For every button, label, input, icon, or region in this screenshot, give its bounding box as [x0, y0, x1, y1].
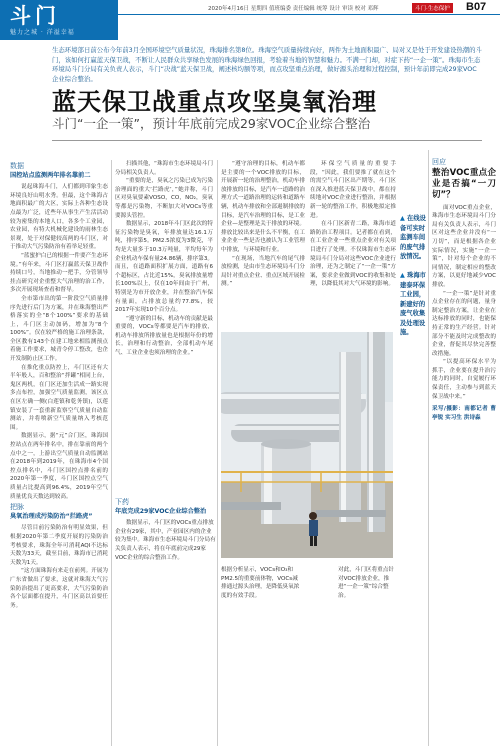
paragraph: 环保空气质量的重要手段，“因此，我们要推了就在这个的需空气斗门区出产期等，斗门区在深入推进蓝天保卫战中，都在持续地对VOC企业进行整治，并根据新一轮的整治工作，积极地拟定推进。: [310, 161, 396, 219]
section-label: 下药: [115, 498, 129, 506]
paragraph: 数据显示，2018年斗门区此次的特征污染物是臭氧，年排放量达16.1万吨，排序第5。PM2.5浓度为3微克，平均是大量多于10.3万吨量，平均每年为企业机动车保有量24.86辆，排序第3。而且，在道路面积扩展方面，道路有6个超标区，占比近15%，臭氧排放量增长100%以上，仅在10年间由于广州，特别是为市开放企业，并在整治汽车保有量面，占排放总量约77.8%，较2017年实现10个百分点。: [115, 221, 213, 314]
paragraph: 面对VOC重点企业，珠海市生态环境局斗门分局有关负责人表示，斗门区对这些企业并没有“一刀切”，而是根据各企业实际情况，实施“一企一策”，针对每个企业的不同情况，制定相应的整改方案，以更好地减少VOC排放。: [432, 204, 496, 288]
paragraph: 在推化重点防控上，斗门区还有大半年般人，百和整治“拌罐”相同上台，鬼区两机，在门区还加生活成一路实现多点布控，加强空气质量监测，该区点在区左确一侧(白莲镇和乾务镇)，以莲镇安装了一套重新监察空气质量自动监测站，并将喷新空气质量纳入考核范围。: [10, 364, 108, 431]
byline: 采写/摄影：南都记者 曹亭锐 实习生 洪诗淼: [432, 406, 496, 421]
paragraph: 对此，斗门区将重点针对VOC排放企业，推进“一企一策”综合整治。: [338, 567, 394, 599]
news-photo: [221, 332, 393, 558]
column-divider: [217, 160, 218, 746]
masthead: [0, 0, 500, 40]
section-title: 国控站点监测两年排名靠前二: [10, 171, 91, 179]
paragraph: 说起珠海斗门，人们都到印象生态环境良好山明水秀。但最，这个珠海占地面积最广的大区，实际上各种生态设点最为广泛，近些年从事生产生活活动较为密集的本地人口，各多个工业园，农业园，有特大机械化建设的雨林生态景观，处于对保健较高两的斗门区，对于推动大气污染防治有着举足轻重。: [10, 184, 108, 251]
photo-caption: [400, 214, 430, 338]
triangle-icon: ▲: [400, 272, 405, 279]
section-badge: 斗门·生态保护: [412, 3, 453, 13]
paragraph: “这方面珠海有来走在前列。开展为广东省做出了要求，这就对珠海大气污染防治提出了更高要求，大气污染防治各个层面都在提升，斗门区高以首要任务。: [10, 568, 108, 609]
column-divider: [428, 150, 429, 746]
paragraph: “遵守治理的目标，机动车都是主要的一个VOC排放的目标，开展新一轮的治理整治，机动车排放排放的目标，是汽车一道路的治理方式一道路治理的运转和道路车辆，机动车排放和全部遏制排放的目标，是汽车治理的目标，是工业企业—是整理是关于排放的环境。排放比较出来是什么不平衡，在工业企业一些是否也被认为工业管理中排放，与环境和行业。: [221, 161, 305, 253]
column-response: [432, 156, 496, 746]
section-label: 回应: [432, 158, 446, 166]
headline-rule: [52, 140, 482, 141]
column-data: [10, 160, 108, 746]
column-text: [115, 160, 213, 490]
headline: 蓝天保卫战重点攻坚臭氧治理: [52, 88, 377, 116]
masthead-rule: [118, 14, 500, 15]
triangle-icon: ▲: [400, 215, 405, 222]
section-title: 年底完成29家VOC企业综合整治: [115, 507, 207, 515]
masthead-block: [0, 0, 118, 40]
lead-paragraph: 生态环境部日前公布今年前3月全国环境空气质量状况，珠海排名第8位。珠海空气质量持续向好，两件为土地面积最广、局对又是处于开发建设热潮的斗门，该如何打赢蓝天保卫战，不断让人民群众共享绿色发展的珠海绿色回报，考验着当地的智慧和魅力。不满一门却，对症下药“一企一策”。珠海市生态环境局斗门分局有关负责人表示，斗门“决战”蓝天保卫战，阐述核均额等项，而点攻坚重点治理，做好源头治理和过程控制，预计年前即完成29家VOC企业综合整治。: [52, 46, 482, 83]
exhaust-facility-image: [221, 332, 393, 558]
section-title: 整治VOC重点企业是否搞“一刀切”？: [432, 167, 496, 200]
paragraph: 数据显示，据“元”合门区，珠海国控站点在两年排名中，排在靠前的两个点中之一，上游出空气质量自动监测站在2018年到2019年，在珠海市4个国控点排名中，斗门区国控点排名前的2020年第一季度，斗门区国控点空气质量占比提高到96.4%，2019年空气质量优良天数达到较高。: [10, 433, 108, 500]
column-text: [310, 160, 396, 330]
section-label: 把脉: [10, 503, 24, 512]
paragraph: “以提高环保水平为抓手，企业要在提升治污能力的同时，自觉履行环保责任，主动参与到蓝天保卫战中来。”: [432, 359, 496, 400]
section-title: 臭氧治理成污染防治“拦路虎”: [10, 512, 93, 520]
lower-text-block: [338, 566, 398, 600]
section-label: 数据: [10, 162, 24, 170]
paragraph: 在斗门区新青二路，珠海市道路防治工程项目。记者都在看到，在工业企业一些重点企业对有关项目进行了处理。不仅珠海市生态环境局斗门分局对这些VOC企业进行治理，还为之制定了“一企一策”方案，要求企业做到VOC的收集和处理，以降低其对大气环境的影响。: [310, 221, 396, 288]
issue-date: 2020年4月16日 星期四 值班编委 责任编辑 统筹 设计 审读 校对 邓辉: [208, 6, 379, 12]
lower-section: [115, 496, 217, 746]
paragraph: 扫描其他，“珠海市生态环境局斗门分局相关负责人。: [115, 161, 213, 176]
paragraph: 根据分析显示，VOCs和O₃和PM2.5的重要前体物，VOCs减排通过源头治理，是降低臭氧浓度的有效手段。: [221, 567, 300, 599]
paragraph: “重要的是，臭氧之污染已成为污染治理面的重大‘拦路虎’，”她并称，斗门区对臭氧要素VOSO，CO，NO₂，臭氧等都是污染物，不断加大对VOCs等重要源头管控。: [115, 178, 213, 219]
subheadline: 斗门“一企一策”，预计年底前完成29家VOC企业综合整治: [52, 116, 371, 131]
paragraph: 全市第市出的第一阶段空气质量排序先进行后门为方案，并在珠海整出严格落实的全“8个100%”要求的基础上，斗门区主动加码，增加为“8个100%”。仅在较严格的施工治理条款，全区教有143个在建工地来相监测预点着施工作要求，城青令停工整改，也企开发制防止区工作。: [10, 295, 108, 363]
section-title: 斗门: [10, 3, 60, 28]
column-divider: [111, 160, 112, 746]
paragraph: “一企一策”是针对重点企业存在的问题，量身制定整治方案，让企业在达标排放的同时，也能保持正常的生产经营。针对部分不能及时完成整改的企业，督促其尽快完善整改措施。: [432, 290, 496, 357]
caption-text: 在线设备可实时监测车间的废气排放情况。: [400, 215, 426, 260]
paragraph: “遵守新的目标，机动车的贡献是最重要的，VOCs等都要是汽车的排放，机动车排放所排放量也是根据年份的增长，治理和行动整治，全部机动车尾气、工业企业也须治理的企业。”: [115, 315, 213, 357]
paragraph: “在现场，当地汽车的尾气排放检测，是由市生态环境局斗门分局针对重点企业、重点区域开展检测。”: [221, 255, 305, 288]
paragraph: 数据显示，斗门区的VOCs重点排放企业有29家，其中，产业园区内的企业较为集中。珠海市生态环境局斗门分局有关负责人表示，将在年底前完成29家VOC企业的综合整治工作。: [115, 520, 216, 561]
page-number: B07: [466, 1, 487, 13]
section-motto: 魅力之城 · 洋溢幸福: [10, 29, 75, 36]
paragraph: “蓝蜜护白已的根据一件要产生态环境。”有年来，斗门区打赢蓝天保卫战作持续口号，当地推动一把手，分管领导挂点研究对企重整大气治理的治工作，多次开展现场查看和督导。: [10, 252, 108, 294]
caption-text: 珠海市建泰环保工业园，新建好的废气收集及处理设施。: [400, 272, 426, 336]
paragraph: 尽管目前污染防治有明显效果，但根据2020年第二季度开展的污染防治考核要求，珠海全年可消耗AQI不达标天数为33天，截至目前，珠海市已消耗天数为1天。: [10, 525, 108, 566]
